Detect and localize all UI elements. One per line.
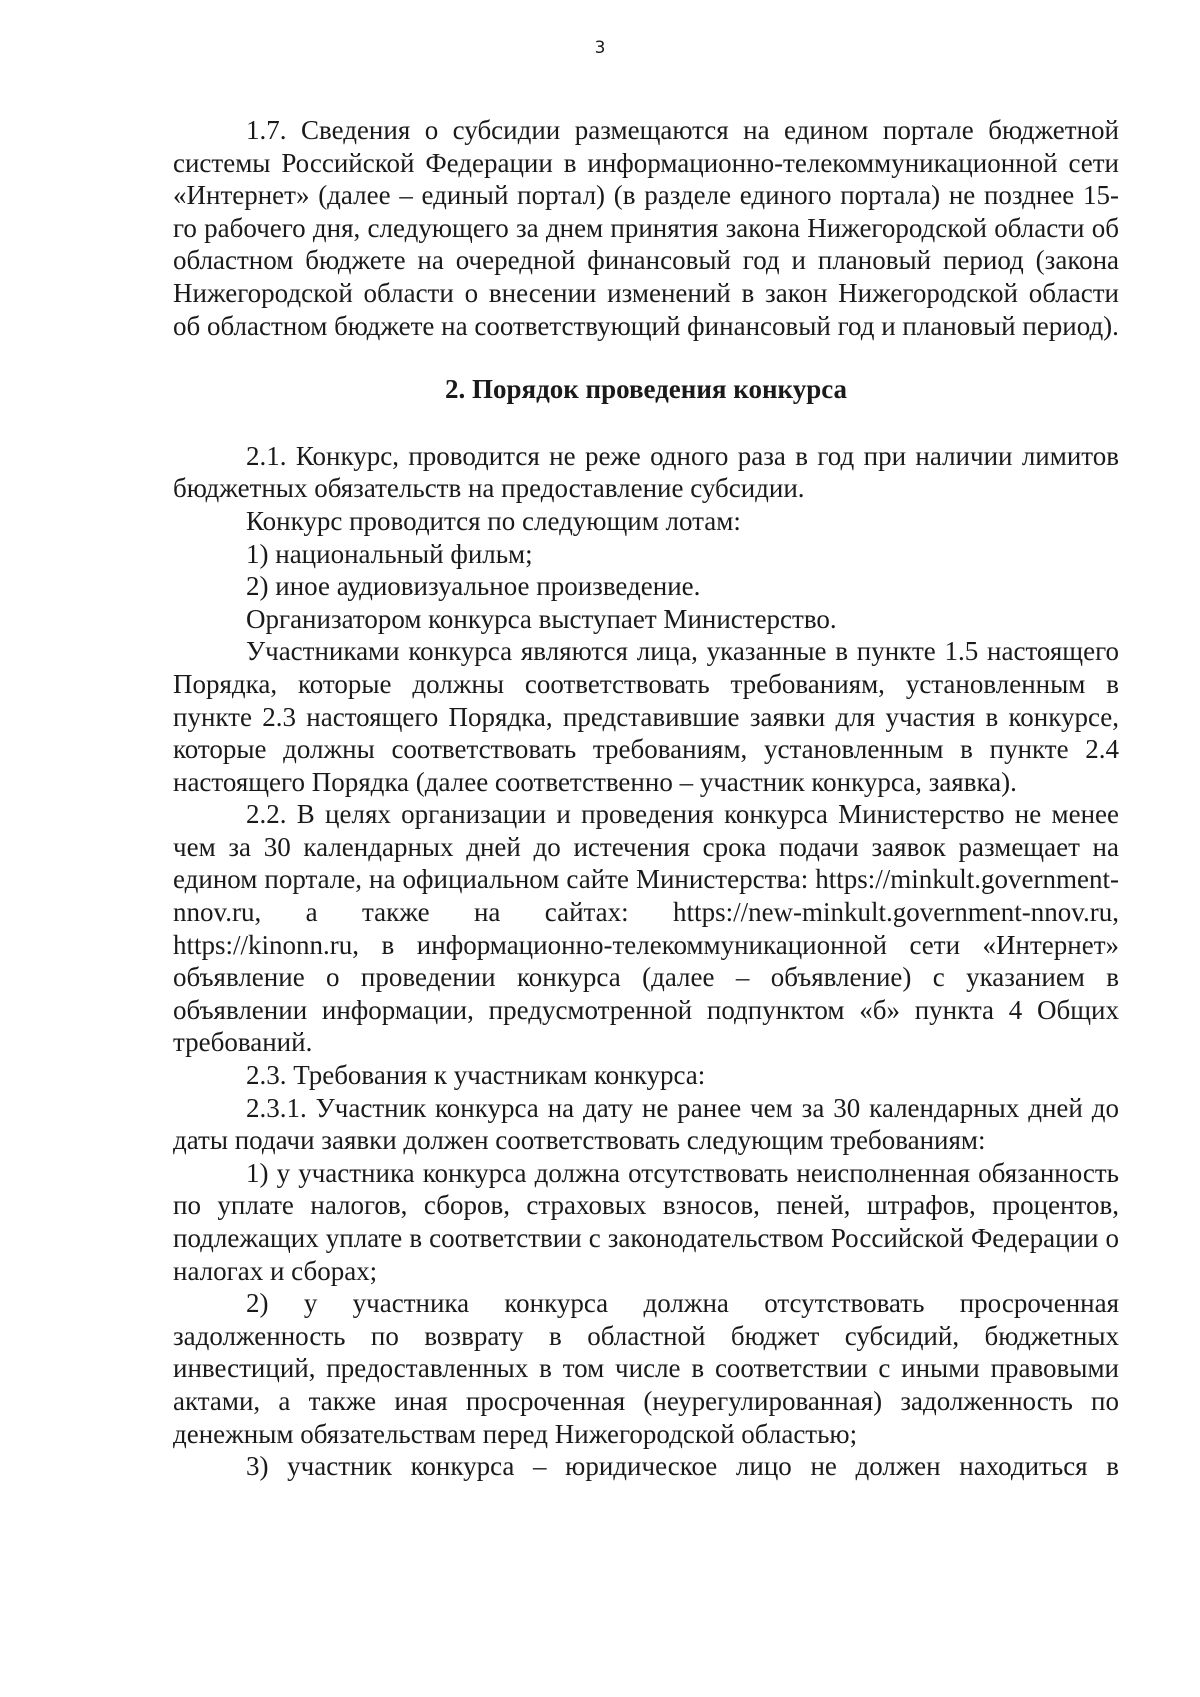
- paragraph-lot-1: 1) национальный фильм;: [246, 538, 533, 569]
- paragraph-req-3: 3) участник конкурса – юридическое лицо не должен находиться в: [246, 1451, 1119, 1482]
- paragraph-2-3-1: 2.3.1. Участник конкурса на дату не ранее чем за 30 календарных дней до даты подачи заявки должен соответствовать следующим требованиям:: [173, 1092, 1119, 1156]
- paragraph-2-1: 2.1. Конкурс, проводится не реже одного раза в год при наличии лимитов бюджетных обязательств на предоставление субсидии.: [173, 440, 1119, 504]
- paragraph-2-2: 2.2. В целях организации и проведения конкурса Министерство не менее чем за 30 календарных дней до истечения срока подачи заявок размещает на едином портале, на официальном сайте Министерства: https://minkult.government-nnov.ru, а также на сайтах: https://new-minkult.government-nnov.ru, https://kinonn.ru, в информационно-телекоммуникационной сети «Интернет» объявление о проведении конкурса (далее – объявление) с указанием в объявлении информации, предусмотренной подпунктом «б» пункта 4 Общих требований.: [173, 799, 1119, 1058]
- page-number: 3: [594, 38, 606, 58]
- paragraph-lots-intro: Конкурс проводится по следующим лотам:: [246, 505, 741, 536]
- paragraph-lot-2: 2) иное аудиовизуальное произведение.: [246, 571, 701, 602]
- paragraph-organizer: Организатором конкурса выступает Министерство.: [246, 603, 837, 634]
- paragraph-participants: Участниками конкурса являются лица, указанные в пункте 1.5 настоящего Порядка, которые должны соответствовать требованиям, установленным в пункте 2.3 настоящего Порядка, представившие заявки для участия в конкурсе, которые должны соответствовать требованиям, установленным в пункте 2.4 настоящего Порядка (далее соответственно – участник конкурса, заявка).: [173, 636, 1119, 797]
- document-body: [173, 114, 1119, 1483]
- paragraph-2-3: 2.3. Требования к участникам конкурса:: [246, 1060, 706, 1091]
- paragraph-req-1: 1) у участника конкурса должна отсутствовать неисполненная обязанность по уплате налогов, сборов, страховых взносов, пеней, штрафов, процентов, подлежащих уплате в соответствии с законодательством Российской Федерации о налогах и сборах;: [173, 1157, 1119, 1286]
- section-heading: 2. Порядок проведения конкурса: [444, 374, 848, 405]
- paragraph-req-2: 2) у участника конкурса должна отсутствовать просроченная задолженность по возврату в областной бюджет субсидий, бюджетных инвестиций, предоставленных в том числе в соответствии с иными правовыми актами, а также иная просроченная (неурегулированная) задолженность по денежным обязательствам перед Нижегородской областью;: [173, 1288, 1119, 1449]
- paragraph-1-7: 1.7. Сведения о субсидии размещаются на едином портале бюджетной системы Российской Федерации в информационно-телекоммуникационной сети «Интернет» (далее – единый портал) (в разделе единого портала) не позднее 15-го рабочего дня, следующего за днем принятия закона Нижегородской области об областном бюджете на очередной финансовый год и плановый период (закона Нижегородской области о внесении изменений в закон Нижегородской области об областном бюджете на соответствующий финансовый год и плановый период).: [173, 115, 1119, 341]
